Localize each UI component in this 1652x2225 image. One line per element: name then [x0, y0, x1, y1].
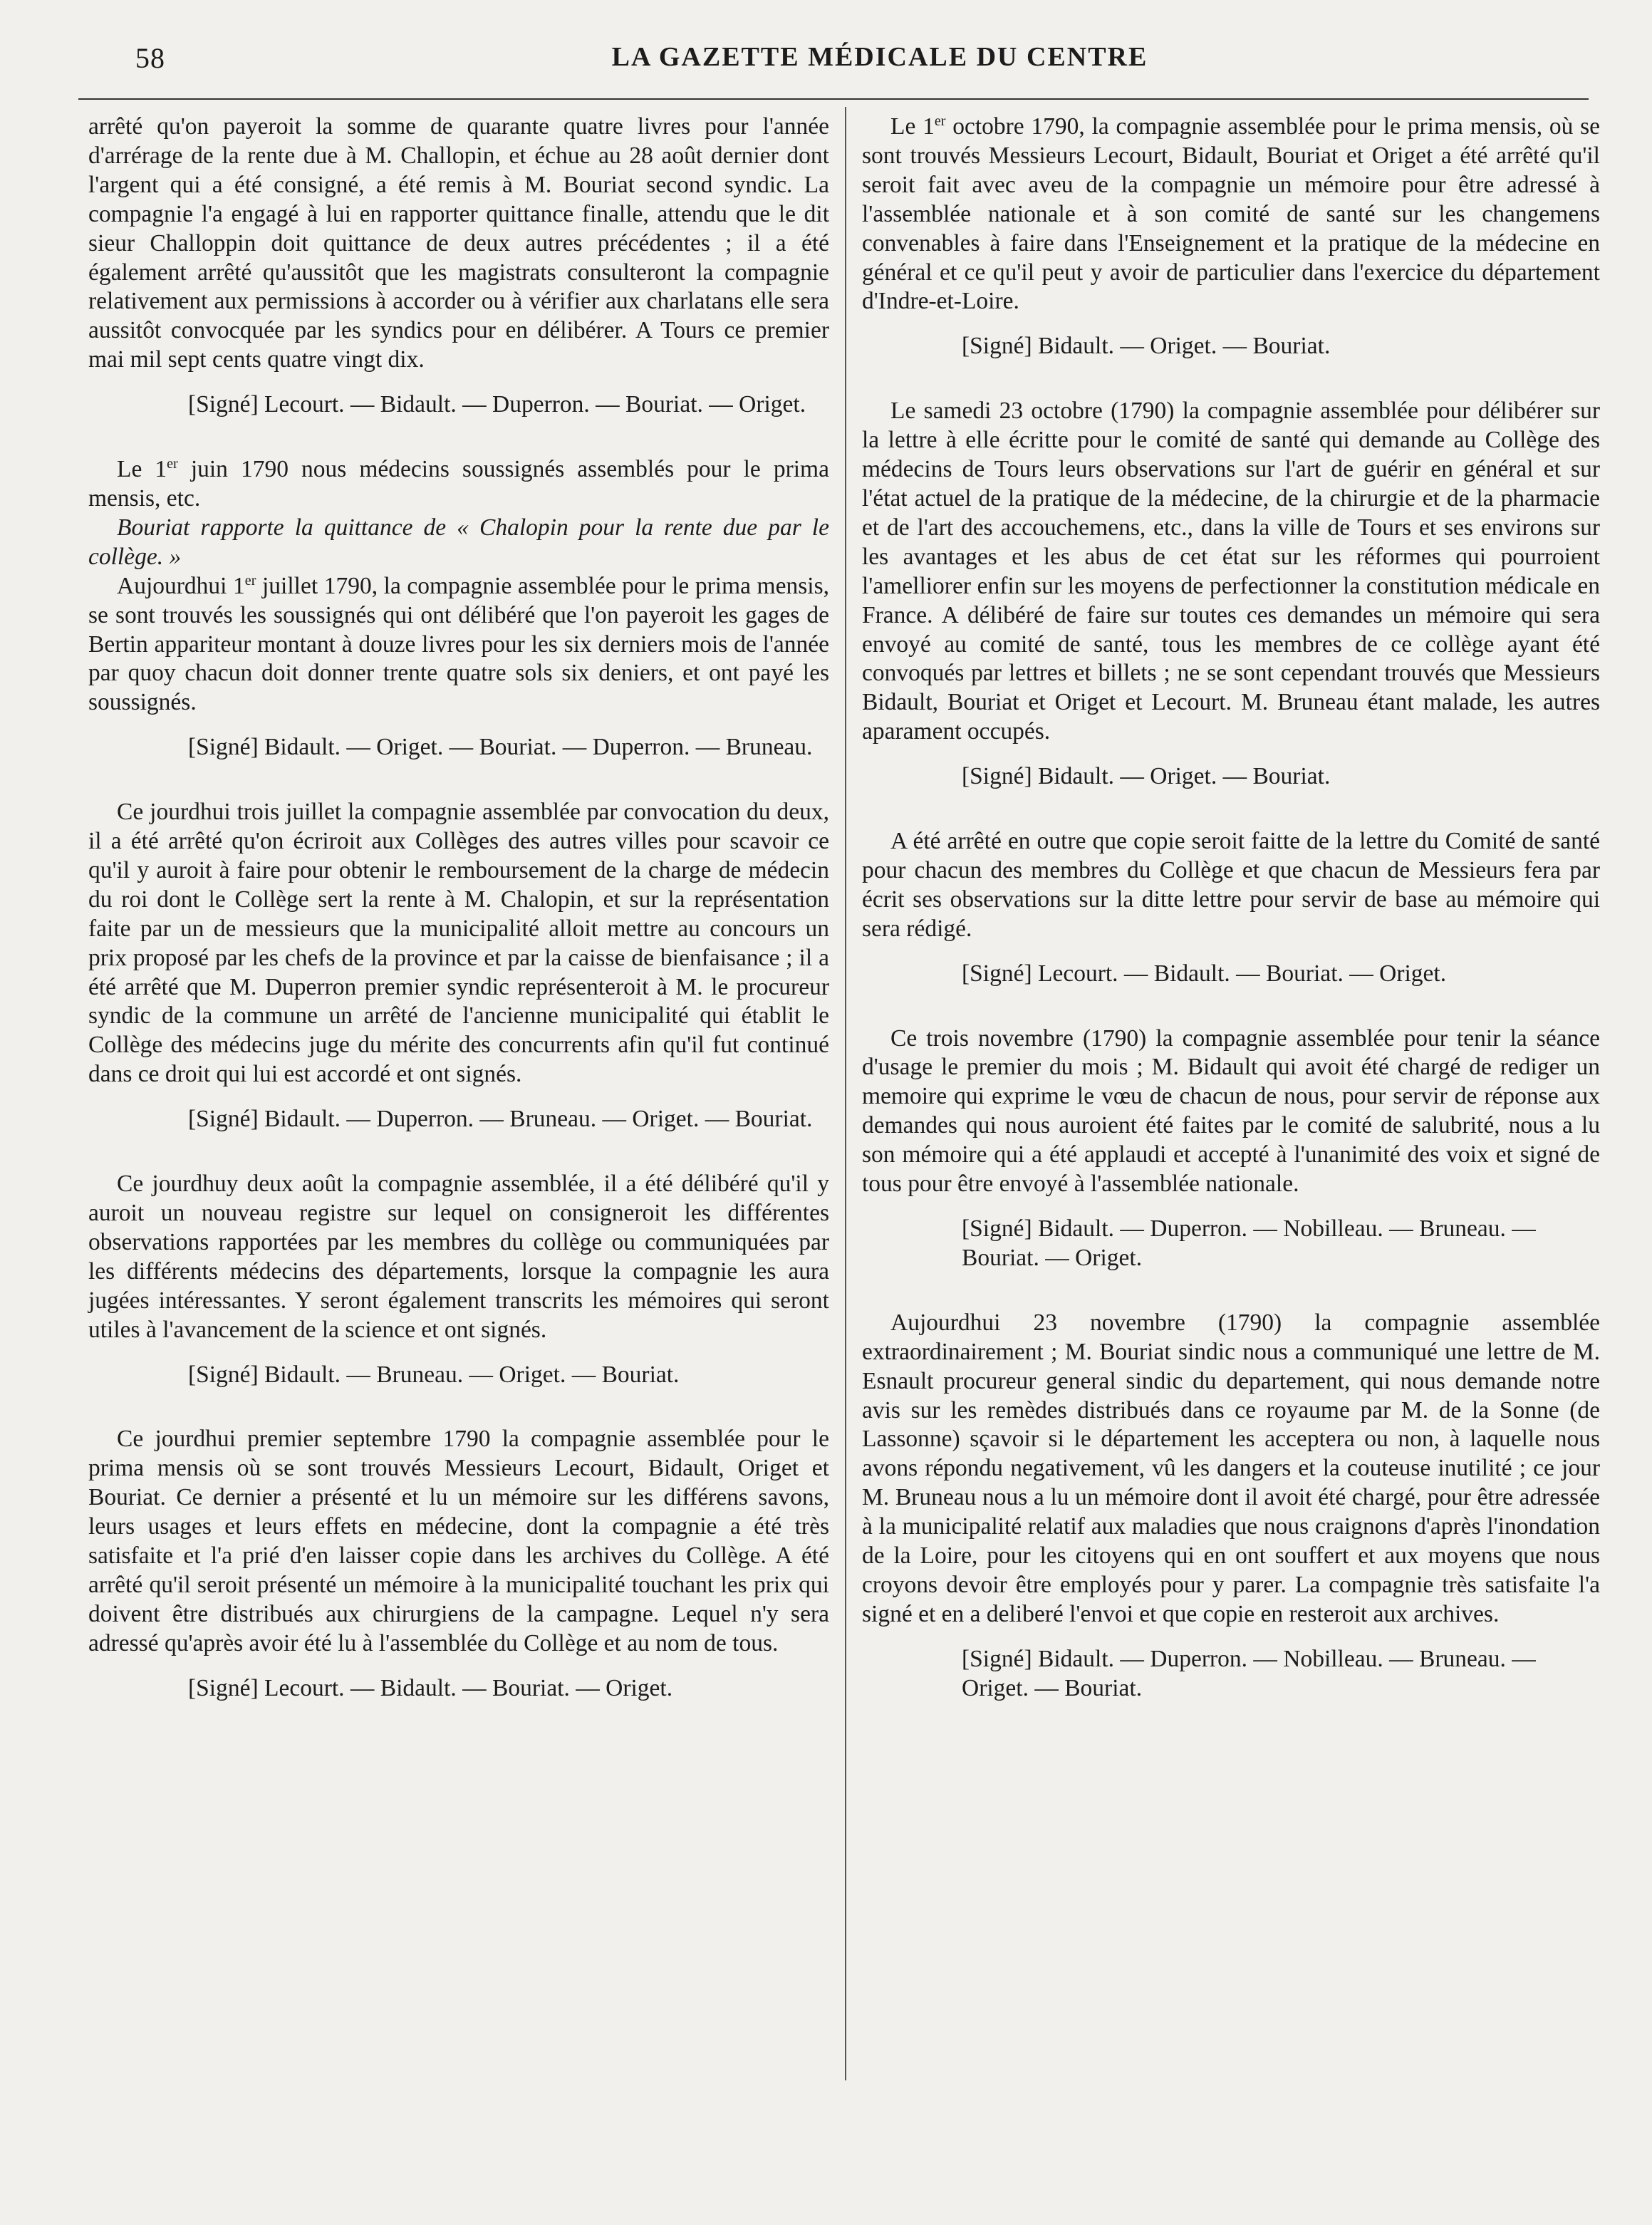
page-number: 58	[135, 42, 165, 74]
italic-note: Bouriat rapporte la quittance de « Chalopin pour la rente due par le collège. »	[88, 514, 829, 570]
paragraph: A été arrêté en outre que copie seroit faitte de la lettre du Comité de santé pour chacun des membres du Collège et que chacun de Messieurs fera par écrit ses observations sur la ditte lettre pour servir de base au mémoire qui sera rédigé.	[862, 828, 1600, 942]
paragraph: Le 1er octobre 1790, la compagnie assemblée pour le prima mensis, où se sont trouvés Messieurs Lecourt, Bidault, Bouriat et Origet a été arrêté qu'il seroit fait avec aveu de la compagnie un mémoire pour être adressé à l'assemblée nationale et à son comité de santé sur les changemens convenables à faire dans l'Enseignement et la pratique de la médecine en général et ce qu'il peut y avoir de particulier dans l'exercice du département d'Indre-et-Loire.	[862, 113, 1600, 315]
right-column	[862, 113, 1600, 1703]
signature-line: [Signé] Bidault. — Origet. — Bouriat. — Duperron. — Bruneau.	[188, 734, 813, 761]
paragraph: Ce jourdhui trois juillet la compagnie assemblée par convocation du deux, il a été arrêté qu'on écriroit aux Collèges des autres villes pour scavoir ce qu'il y auroit à faire pour obtenir le remboursement de la charge de médecin du roi dont le Collège sert la rente à M. Chalopin, et sur la représentation faite par un de messieurs que la municipalité alloit mettre au concours un prix proposé par les chefs de la province et par la caisse de bienfaisance ; il a été arrêté que M. Duperron premier syndic représenteroit à M. le procureur syndic de la commune un arrêté de l'ancienne municipalité qui établit le Collège des médecins juge du mérite des concurrents afin qu'il fut continué dans ce droit qui lui est accordé et ont signés.	[88, 799, 829, 1088]
column-divider	[845, 107, 846, 2080]
signature-line: [Signé] Lecourt. — Bidault. — Bouriat. — Origet.	[962, 960, 1447, 987]
journal-title: LA GAZETTE MÉDICALE DU CENTRE	[611, 42, 1148, 72]
paragraph: Ce jourdhui premier septembre 1790 la compagnie assemblée pour le prima mensis où se sont trouvés Messieurs Lecourt, Bidault, Origet et Bouriat. Ce dernier a présenté et lu un mémoire sur les différens savons, leurs usages et leurs effets en médecine, dont la compagnie a été très satisfaite et l'a prié d'en laisser copie dans les archives du Collège. A été arrêté qu'il seroit présenté un mémoire à la municipalité touchant les prix qui doivent être distribués aux chirurgiens de la campagne. Lequel n'y sera adressé qu'après avoir été lu à l'assemblée du Collège et au nom de tous.	[88, 1426, 829, 1656]
paragraph: Le 1er juin 1790 nous médecins soussignés assemblés pour le prima mensis, etc.	[88, 455, 829, 512]
paragraph: Le samedi 23 octobre (1790) la compagnie assemblée pour délibérer sur la lettre à elle écritte pour le comité de santé qui demande au Collège des médecins de Tours leurs observations sur l'art de guérir en général et sur l'état actuel de la pratique de la médecine, de la chirurgie et de la pharmacie et de l'art des accouchemens, etc., dans la ville de Tours et ses environs sur les avantages et les abus de cet état sur les réformes qui pourroient l'amelliorer enfin sur les moyens de perfectionner la constitution médicale en France. A délibéré de faire sur toutes ces demandes un mémoire qui sera envoyé au comité de santé, tous les membres de ce collège ayant été convoqués par lettres et billets ; ne se sont cependant trouvés que Messieurs Bidault, Bouriat et Origet et Lecourt. M. Bruneau étant malade, les autres aparament occupés.	[862, 398, 1600, 745]
signature-line: [Signé] Bidault. — Duperron. — Bruneau. — Origet. — Bouriat.	[188, 1106, 813, 1133]
paragraph: arrêté qu'on payeroit la somme de quarante quatre livres pour l'année d'arrérage de la rente due à M. Challopin, et échue au 28 août dernier dont l'argent qui a été consigné, a été remis à M. Bouriat second syndic. La compagnie l'a engagé à lui en rapporter quittance finalle, attendu que le dit sieur Challoppin doit quittance de deux autres précédentes ; il a été également arrêté qu'aussitôt que les magistrats consulteront la compagnie relativement aux permissions à accorder ou à vérifier aux charlatans elle sera aussitôt convocquée par les syndics pour en délibérer. A Tours ce premier mai mil sept cents quatre vingt dix.	[88, 113, 829, 373]
paragraph: Ce trois novembre (1790) la compagnie assemblée pour tenir la séance d'usage le premier du mois ; M. Bidault qui avoit été chargé de rediger un memoire qui exprime le vœu de chacun de nous, pour servir de réponse aux demandes qui nous auroient été faites par le comité de salubrité, nous a lu son mémoire qui a été applaudi et accepté à l'unanimité des voix et signé de tous pour être envoyé à l'assemblée nationale.	[862, 1025, 1600, 1198]
signature-line: [Signé] Bidault. — Duperron. — Nobilleau. — Bruneau. — Bouriat. — Origet.	[962, 1215, 1536, 1271]
page-header	[135, 41, 1581, 77]
signature-line: [Signé] Lecourt. — Bidault. — Bouriat. — Origet.	[188, 1674, 673, 1701]
signature-line: [Signé] Bidault. — Bruneau. — Origet. — Bouriat.	[188, 1361, 680, 1388]
header-rule	[78, 98, 1589, 100]
paragraph: Aujourdhui 1er juillet 1790, la compagnie assemblée pour le prima mensis, se sont trouvés les soussignés qui ont délibéré que l'on payeroit les gages de Bertin appariteur montant à douze livres pour les six derniers mois de l'année par quoy chacun doit donner trente quatre sols six deniers, et ont payé les soussignés.	[88, 572, 829, 716]
signature-line: [Signé] Bidault. — Origet. — Bouriat.	[962, 333, 1331, 360]
left-column	[88, 113, 829, 1703]
signature-line: [Signé] Bidault. — Origet. — Bouriat.	[962, 763, 1331, 790]
paragraph: Ce jourdhuy deux août la compagnie assemblée, il a été délibéré qu'il y auroit un nouveau registre sur lequel on consigneroit les différentes observations rapportées par les membres du collège ou communiquées par les différents médecins des départements, lorsque la compagnie les aura jugées intéressantes. Y seront également transcrits les mémoires qui seront utiles à l'avancement de la science et ont signés.	[88, 1171, 829, 1343]
paragraph: Aujourdhui 23 novembre (1790) la compagnie assemblée extraordinairement ; M. Bouriat sindic nous a communiqué une lettre de M. Esnault procureur general sindic du departement, qui nous demande notre avis sur les remèdes distribués dans ce royaume par M. de la Sonne (de Lassonne) sçavoir si le département les acceptera ou non, à laquelle nous avons répondu negativement, vû les dangers et la couteuse inutilité ; ce jour M. Bruneau nous a lu un mémoire dont il avoit été chargé, pour être adressée à la municipalité relatif aux maladies que nous craignons d'après l'inondation de la Loire, pour les citoyens qui en ont souffert et aux moyens que nous croyons devoir être employés pour y parer. La compagnie très satisfaite l'a signé et en a deliberé l'envoi et que copie en resteroit aux archives.	[862, 1309, 1600, 1627]
signature-line: [Signé] Bidault. — Duperron. — Nobilleau. — Bruneau. — Origet. — Bouriat.	[962, 1645, 1536, 1701]
signature-line: [Signé] Lecourt. — Bidault. — Duperron. — Bouriat. — Origet.	[188, 391, 806, 418]
